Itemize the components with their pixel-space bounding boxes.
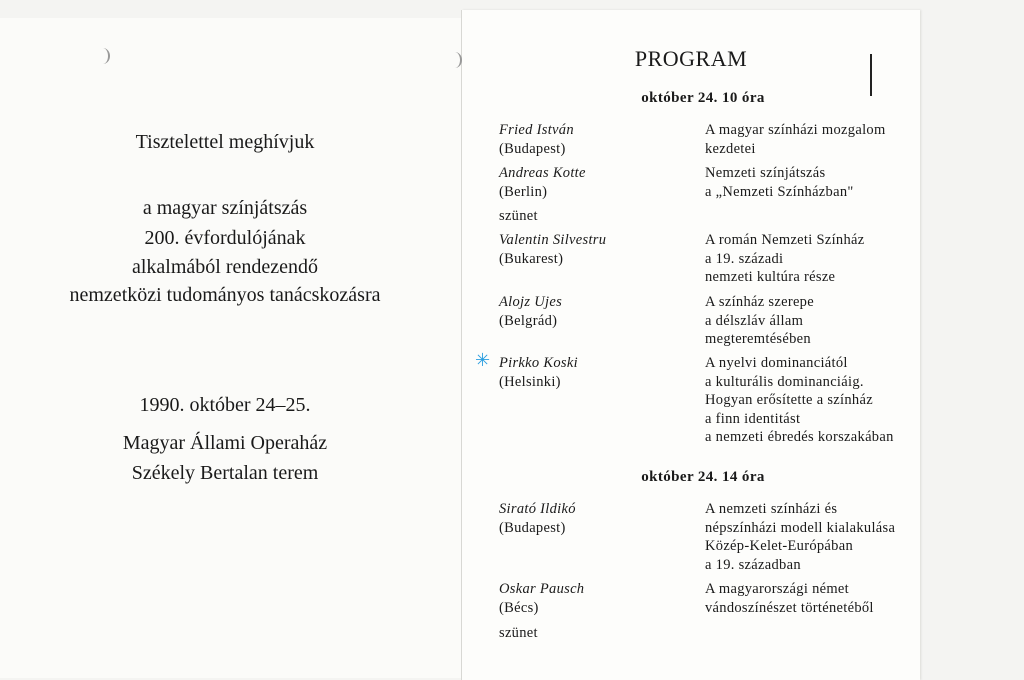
speaker [499,624,699,643]
speaker [499,231,699,268]
talk-title-line: a nemzeti ébredés korszakában [705,429,894,446]
talk-title [705,293,920,349]
event-date: 1990. október 24–25. [139,394,311,416]
talk-title-line: kezdetei [705,140,756,157]
talk-title-line: A nemzeti színházi és [705,501,838,517]
talk-title-line: a kulturális dominanciáig. [705,373,864,390]
talk-title [705,354,920,447]
invitation-page [0,18,462,678]
talk-title-line: a 19. századi [705,250,784,267]
speaker-city: (Bécs) [499,599,539,616]
speaker [499,500,699,537]
invitation-line: nemzetközi tudományos tanácskozásra [69,284,381,306]
talk-title-line: nemzeti kultúra része [705,269,836,286]
talk-title-line: a 19. században [705,556,801,573]
talk-title-line: A színház szerepe [705,294,814,310]
speaker-city: (Helsinki) [499,373,561,390]
invitation-line: alkalmából rendezendő [131,256,319,278]
speaker [475,350,699,391]
talk-title-line: A magyarországi német [705,581,850,597]
speaker-city: (Bukarest) [499,250,564,267]
speaker [499,207,699,226]
speaker-name: Sirató Ildikó [499,501,576,517]
speaker-city: (Budapest) [499,519,566,536]
speaker-name: Fried István [499,122,574,138]
talk-title-line: Közép-Kelet-Európában [705,538,854,555]
speaker [499,164,699,201]
talk-title-line: megteremtésében [705,331,811,348]
speaker [499,580,699,617]
asterisk-marker-icon: ✳ [475,350,491,371]
talk-title [705,500,920,574]
talk-title [705,121,920,158]
speaker-name: Oskar Pausch [499,581,585,597]
talk-title-line: A magyar színházi mozgalom [705,122,886,138]
talk-title-line: Nemzeti színjátszás [705,165,826,181]
talk-title-line: A román Nemzeti Színház [705,232,865,248]
talk-title [705,164,920,201]
invitation-line: a magyar színjátszás [142,197,308,219]
speaker-name: Andreas Kotte [499,165,586,181]
event-venue: Magyar Állami Operaház [122,432,328,454]
session-heading: október 24. 10 óra [641,90,765,106]
punch-hole [96,48,110,64]
talk-title-line: a finn identitást [705,410,801,427]
program-page [462,10,920,680]
invitation-greeting: Tisztelettel meghívjuk [135,131,315,153]
talk-title [705,231,920,287]
talk-title-line: vándoszínészet történetéből [705,599,874,616]
talk-title-line: A nyelvi dominanciától [705,355,848,371]
speaker [499,293,699,330]
speaker-city: (Budapest) [499,140,566,157]
speaker-name: Pirkko Koski [499,355,578,371]
break-label: szünet [499,625,538,641]
speaker [499,121,699,158]
break-label: szünet [499,208,538,224]
talk-title-line: népszínházi modell kialakulása [705,519,896,536]
speaker-name: Valentin Silvestru [499,232,607,248]
talk-title-line: Hogyan erősítette a színház [705,392,873,409]
talk-title-line: a délszláv állam [705,312,804,329]
speaker-city: (Berlin) [499,183,548,200]
talk-title-line: a „Nemzeti Színházban" [705,183,854,200]
punch-hole [448,52,462,68]
invitation-line: 200. évfordulójának [144,227,306,249]
session-heading: október 24. 14 óra [641,469,765,485]
talk-title [705,580,920,617]
speaker-city: (Belgrád) [499,312,558,329]
event-room: Székely Bertalan terem [131,462,319,484]
program-title: PROGRAM [634,46,748,71]
speaker-name: Alojz Ujes [499,294,563,310]
